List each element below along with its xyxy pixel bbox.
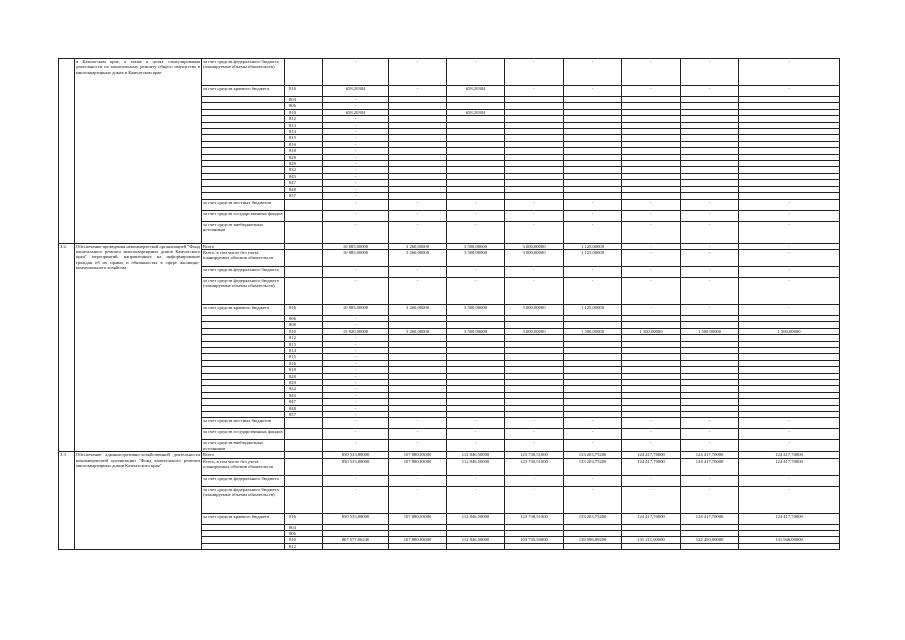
amount-cell: 3 000,00000 <box>505 328 564 334</box>
amount-cell: 112 846,50000 <box>447 537 505 543</box>
budget-table-sheet <box>58 58 839 550</box>
amount-cell: 112 846,50000 <box>447 458 505 475</box>
funding-source-cell: за счет средств краевого бюджета <box>202 513 285 524</box>
amount-cell: - <box>681 475 739 486</box>
amount-cell: - <box>681 304 739 315</box>
amount-cell: - <box>739 304 840 315</box>
amount-cell: - <box>389 210 447 221</box>
amount-cell: 131 211,00000 <box>622 537 681 543</box>
amount-cell: 1 125,00000 <box>564 243 622 249</box>
amount-cell: 133 203,75200 <box>564 513 622 524</box>
amount-cell: 124 417,70000 <box>681 513 739 524</box>
budget-code-cell: 813 <box>285 341 323 347</box>
amount-cell: - <box>564 59 622 86</box>
amount-cell: - <box>323 135 389 141</box>
amount-cell: 1 500,00000 <box>681 328 739 334</box>
amount-cell: 124 417,70000 <box>681 458 739 475</box>
amount-cell <box>622 543 681 549</box>
amount-cell: - <box>564 266 622 277</box>
amount-cell: 124 417,70000 <box>739 458 840 475</box>
funding-source-cell: за счет средств федерального бюджета <box>202 475 285 486</box>
amount-cell: 107 880,03000 <box>389 513 447 524</box>
amount-cell: - <box>622 221 681 243</box>
amount-cell: - <box>323 277 389 304</box>
item-description-cell: Обеспечение проведения некоммерческой организацией "Фонд капитального ремонта многоквартирных домов Камчатского края" мероприятий, направленных на информирование граждан об их правах и обязанностях в сфере жилищно-коммунального хозяйства <box>75 243 202 452</box>
amount-cell: 107 880,03000 <box>389 452 447 458</box>
amount-cell: - <box>739 475 840 486</box>
amount-cell: - <box>681 199 739 210</box>
amount-cell: 124 417,70000 <box>739 452 840 458</box>
amount-cell: 3 260,00000 <box>389 249 447 266</box>
amount-cell <box>739 543 840 549</box>
amount-cell: 1 125,00000 <box>564 304 622 315</box>
amount-cell: - <box>323 180 389 186</box>
amount-cell: 3 260,00000 <box>389 328 447 334</box>
amount-cell: - <box>564 277 622 304</box>
budget-code-cell: 857 <box>285 412 323 418</box>
amount-cell: - <box>505 266 564 277</box>
amount-cell: - <box>564 429 622 440</box>
amount-cell: - <box>505 429 564 440</box>
budget-code-cell: 814 <box>285 347 323 353</box>
budget-allocation-table <box>58 58 840 550</box>
amount-cell: 133 203,75200 <box>564 452 622 458</box>
amount-cell: - <box>389 429 447 440</box>
budget-code-cell: 828 <box>285 154 323 160</box>
amount-cell: 124 417,70000 <box>622 458 681 475</box>
amount-cell: - <box>739 486 840 513</box>
amount-cell: - <box>323 148 389 154</box>
budget-code-cell: 814 <box>285 129 323 135</box>
amount-cell: - <box>447 486 505 513</box>
amount-cell: 123 730,51000 <box>505 513 564 524</box>
amount-cell: - <box>323 475 389 486</box>
amount-cell: - <box>739 277 840 304</box>
amount-cell: - <box>323 59 389 86</box>
amount-cell: 1 500,00000 <box>564 328 622 334</box>
amount-cell: - <box>323 103 389 109</box>
amount-cell: - <box>622 249 681 266</box>
amount-cell: - <box>681 249 739 266</box>
amount-cell: 850 533,88000 <box>323 513 389 524</box>
amount-cell: - <box>505 221 564 243</box>
budget-code-cell: 848 <box>285 186 323 192</box>
budget-code-cell: 810 <box>285 328 323 334</box>
budget-code-cell <box>285 210 323 221</box>
budget-code-cell <box>285 249 323 266</box>
budget-code-cell <box>285 429 323 440</box>
amount-cell: - <box>739 440 840 452</box>
amount-cell: - <box>447 266 505 277</box>
amount-cell: 3 260,00000 <box>389 243 447 249</box>
funding-source-cell: Всего, в том числе без учета планируемых объемов обязательств <box>202 458 285 475</box>
amount-cell: - <box>323 173 389 179</box>
amount-cell: - <box>447 475 505 486</box>
amount-cell: 15 820,00000 <box>323 328 389 334</box>
amount-cell: 133 203,75200 <box>564 458 622 475</box>
amount-cell: - <box>389 277 447 304</box>
amount-cell <box>447 543 505 549</box>
funding-source-cell: Всего <box>202 243 285 249</box>
amount-cell: - <box>323 379 389 385</box>
item-number-cell <box>59 59 75 244</box>
amount-cell: - <box>681 429 739 440</box>
budget-code-cell: 816 <box>285 360 323 366</box>
budget-code-cell <box>285 418 323 429</box>
budget-code-cell: 847 <box>285 399 323 405</box>
budget-code-cell <box>285 475 323 486</box>
amount-cell: 658,20384 <box>323 109 389 115</box>
amount-cell: - <box>505 199 564 210</box>
amount-cell: - <box>323 199 389 210</box>
budget-code-cell <box>285 486 323 513</box>
amount-cell: - <box>323 154 389 160</box>
amount-cell: - <box>389 199 447 210</box>
amount-cell: - <box>622 429 681 440</box>
amount-cell: - <box>447 221 505 243</box>
amount-cell: 3 000,00000 <box>505 249 564 266</box>
amount-cell: - <box>389 221 447 243</box>
amount-cell: 107 880,03000 <box>389 458 447 475</box>
amount-cell: - <box>505 486 564 513</box>
amount-cell: - <box>622 243 681 249</box>
amount-cell: - <box>323 167 389 173</box>
amount-cell: - <box>505 440 564 452</box>
amount-cell: 850 533,88000 <box>323 452 389 458</box>
amount-cell: - <box>323 266 389 277</box>
amount-cell: - <box>323 97 389 103</box>
amount-cell: - <box>389 266 447 277</box>
amount-cell: - <box>622 199 681 210</box>
budget-code-cell: 829 <box>285 161 323 167</box>
amount-cell: 1 560,00000 <box>739 328 840 334</box>
amount-cell: 3 260,00000 <box>389 304 447 315</box>
amount-cell: 122 450,00000 <box>681 537 739 543</box>
amount-cell: - <box>622 475 681 486</box>
budget-code-cell: 804 <box>285 524 323 530</box>
amount-cell: - <box>622 486 681 513</box>
amount-cell: - <box>564 475 622 486</box>
amount-cell: - <box>681 266 739 277</box>
budget-code-cell: 815 <box>285 354 323 360</box>
amount-cell: - <box>622 210 681 221</box>
item-description-cell: Обеспечение административно-хозяйственной деятельности некоммерческой организации "Фонд капитального ремонта многоквартирных домов Камчатского края" <box>75 452 202 550</box>
amount-cell: 124 417,70000 <box>681 452 739 458</box>
amount-cell: - <box>739 86 840 97</box>
amount-cell: - <box>622 440 681 452</box>
amount-cell: - <box>389 475 447 486</box>
budget-code-cell: 812 <box>285 116 323 122</box>
amount-cell: - <box>447 440 505 452</box>
budget-code-cell: 843 <box>285 173 323 179</box>
budget-code-cell: 812 <box>285 335 323 341</box>
funding-source-cell: за счет средств местных бюджетов <box>202 199 285 210</box>
amount-cell: - <box>447 429 505 440</box>
budget-code-cell: 818 <box>285 367 323 373</box>
amount-cell: 139 996,09200 <box>564 537 622 543</box>
amount-cell: - <box>739 429 840 440</box>
amount-cell: - <box>323 392 389 398</box>
amount-cell: - <box>323 141 389 147</box>
amount-cell: - <box>505 210 564 221</box>
budget-code-cell: 816 <box>285 141 323 147</box>
amount-cell: - <box>739 59 840 86</box>
amount-cell: - <box>564 418 622 429</box>
amount-cell: - <box>739 249 840 266</box>
amount-cell: - <box>323 367 389 373</box>
amount-cell: - <box>323 429 389 440</box>
amount-cell: - <box>323 322 389 328</box>
funding-source-cell: за счет средств федерального бюджета <box>202 266 285 277</box>
budget-code-cell: 828 <box>285 373 323 379</box>
funding-source-cell: за счет средств федерального бюджета (планируемые объемы обязательств) <box>202 59 285 86</box>
amount-cell: - <box>389 418 447 429</box>
amount-cell <box>323 543 389 549</box>
amount-cell <box>505 543 564 549</box>
amount-cell: - <box>447 59 505 86</box>
budget-code-cell <box>285 266 323 277</box>
amount-cell: - <box>564 210 622 221</box>
amount-cell: - <box>389 486 447 513</box>
budget-code-cell: 812 <box>285 543 323 549</box>
amount-cell: - <box>505 86 564 97</box>
amount-cell: - <box>505 418 564 429</box>
budget-code-cell: 816 <box>285 513 323 524</box>
amount-cell: 123 730,51000 <box>505 458 564 475</box>
budget-code-cell: 816 <box>285 304 323 315</box>
amount-cell: - <box>389 440 447 452</box>
amount-cell: - <box>681 86 739 97</box>
amount-cell: 3 500,00000 <box>447 249 505 266</box>
funding-source-cell: за счет средств внебюджетных источников <box>202 440 285 452</box>
budget-code-cell: 810 <box>285 109 323 115</box>
amount-cell: - <box>323 193 389 199</box>
funding-source-cell: за счет средств внебюджетных источников <box>202 221 285 243</box>
amount-cell: - <box>505 277 564 304</box>
funding-source-cell: за счет средств федерального бюджета (планируемые объемы обязательств) <box>202 486 285 513</box>
amount-cell: 103 735,50000 <box>505 537 564 543</box>
funding-source-cell: Всего <box>202 452 285 458</box>
item-description-cell: в Камчатском крае, а также в целях стимулирования деятельности по капитальному ремонту общего имущества в многоквартирных домах в Камчатском крае <box>75 59 202 244</box>
amount-cell <box>564 543 622 549</box>
amount-cell: - <box>739 210 840 221</box>
amount-cell: - <box>622 304 681 315</box>
amount-cell: - <box>739 199 840 210</box>
amount-cell: - <box>323 122 389 128</box>
amount-cell: - <box>739 266 840 277</box>
amount-cell: 3 000,00000 <box>505 243 564 249</box>
funding-source-cell: за счет средств краевого бюджета <box>202 304 285 315</box>
budget-code-cell <box>285 199 323 210</box>
budget-code-cell: 815 <box>285 135 323 141</box>
funding-source-cell <box>202 543 285 549</box>
amount-cell: - <box>323 347 389 353</box>
amount-cell: 658,20384 <box>323 86 389 97</box>
amount-cell: - <box>323 405 389 411</box>
amount-cell: - <box>564 199 622 210</box>
amount-cell: - <box>323 486 389 513</box>
item-number-cell: 3.3 <box>59 452 75 550</box>
budget-code-cell <box>285 440 323 452</box>
budget-code-cell: 848 <box>285 405 323 411</box>
budget-code-cell <box>285 221 323 243</box>
amount-cell: - <box>323 129 389 135</box>
budget-code-cell: 843 <box>285 392 323 398</box>
amount-cell: 3 500,00000 <box>447 304 505 315</box>
amount-cell: - <box>739 243 840 249</box>
funding-source-cell: за счет средств краевого бюджета <box>202 86 285 97</box>
amount-cell: - <box>323 418 389 429</box>
budget-code-cell <box>285 458 323 475</box>
amount-cell: - <box>323 373 389 379</box>
amount-cell: - <box>323 440 389 452</box>
amount-cell: 10 885,00000 <box>323 304 389 315</box>
amount-cell: 3 500,00000 <box>447 243 505 249</box>
amount-cell: 124 417,70000 <box>622 452 681 458</box>
amount-cell: 3 000,00000 <box>505 304 564 315</box>
funding-source-cell: Всего, в том числе без учета планируемых объемов обязательств <box>202 249 285 266</box>
amount-cell: - <box>323 221 389 243</box>
amount-cell: - <box>681 277 739 304</box>
amount-cell: 107 880,03000 <box>389 537 447 543</box>
amount-cell: - <box>681 486 739 513</box>
amount-cell: - <box>622 418 681 429</box>
amount-cell: - <box>564 86 622 97</box>
amount-cell: 3 500,00000 <box>447 328 505 334</box>
amount-cell: - <box>681 418 739 429</box>
amount-cell <box>681 543 739 549</box>
amount-cell: - <box>622 277 681 304</box>
budget-code-cell <box>285 277 323 304</box>
amount-cell: 867 577,06240 <box>323 537 389 543</box>
amount-cell: - <box>389 59 447 86</box>
amount-cell: - <box>323 354 389 360</box>
amount-cell: - <box>739 418 840 429</box>
budget-code-cell: 806 <box>285 531 323 537</box>
budget-code-cell: 808 <box>285 322 323 328</box>
amount-cell: 1 500,00000 <box>622 328 681 334</box>
amount-cell: - <box>323 116 389 122</box>
amount-cell: 850 533,88000 <box>323 458 389 475</box>
amount-cell: - <box>681 221 739 243</box>
budget-code-cell: 806 <box>285 315 323 321</box>
amount-cell <box>389 543 447 549</box>
budget-code-cell: 818 <box>285 148 323 154</box>
amount-cell: - <box>323 399 389 405</box>
amount-cell: 10 885,00000 <box>323 249 389 266</box>
amount-cell: 123 730,51000 <box>505 452 564 458</box>
amount-cell: - <box>681 59 739 86</box>
amount-cell: - <box>564 221 622 243</box>
budget-code-cell: 857 <box>285 193 323 199</box>
budget-code-cell: 816 <box>285 86 323 97</box>
budget-code-cell <box>285 59 323 86</box>
amount-cell: - <box>564 440 622 452</box>
budget-code-cell: 813 <box>285 122 323 128</box>
amount-cell: - <box>564 486 622 513</box>
amount-cell: 141 946,00000 <box>739 537 840 543</box>
amount-cell: 124 417,70000 <box>739 513 840 524</box>
amount-cell: - <box>323 335 389 341</box>
amount-cell: - <box>323 412 389 418</box>
amount-cell: - <box>622 59 681 86</box>
amount-cell: 112 846,50000 <box>447 452 505 458</box>
amount-cell: 1 125,00000 <box>564 249 622 266</box>
amount-cell: - <box>447 210 505 221</box>
amount-cell: - <box>505 59 564 86</box>
amount-cell: - <box>622 86 681 97</box>
budget-code-cell: 829 <box>285 379 323 385</box>
item-number-cell: 3.2. <box>59 243 75 452</box>
funding-source-cell: за счет средств государственных фондов <box>202 429 285 440</box>
amount-cell: - <box>323 186 389 192</box>
amount-cell: 658,20384 <box>447 109 505 115</box>
amount-cell: - <box>323 161 389 167</box>
table-body <box>59 59 840 550</box>
amount-cell: - <box>505 475 564 486</box>
amount-cell: - <box>739 221 840 243</box>
budget-code-cell: 804 <box>285 97 323 103</box>
budget-code-cell: 806 <box>285 103 323 109</box>
amount-cell: - <box>681 243 739 249</box>
amount-cell: - <box>622 266 681 277</box>
amount-cell: - <box>447 277 505 304</box>
funding-source-cell: за счет средств федерального бюджета (планируемые объемы обязательств) <box>202 277 285 304</box>
amount-cell: - <box>323 386 389 392</box>
amount-cell: - <box>447 199 505 210</box>
amount-cell: - <box>681 440 739 452</box>
table-row <box>59 59 840 86</box>
amount-cell: 124 417,70000 <box>622 513 681 524</box>
funding-source-cell: за счет средств местных бюджетов <box>202 418 285 429</box>
budget-code-cell: 847 <box>285 180 323 186</box>
amount-cell: - <box>323 360 389 366</box>
budget-code-cell: 832 <box>285 167 323 173</box>
amount-cell: 10 885,00000 <box>323 243 389 249</box>
amount-cell: 112 846,50000 <box>447 513 505 524</box>
amount-cell: - <box>447 418 505 429</box>
amount-cell: - <box>681 210 739 221</box>
budget-code-cell: 810 <box>285 537 323 543</box>
amount-cell: - <box>323 315 389 321</box>
amount-cell: - <box>323 341 389 347</box>
amount-cell: - <box>323 210 389 221</box>
amount-cell: 658,20384 <box>447 86 505 97</box>
budget-code-cell: 832 <box>285 386 323 392</box>
amount-cell: - <box>389 86 447 97</box>
funding-source-cell: за счет средств государственных фондов <box>202 210 285 221</box>
